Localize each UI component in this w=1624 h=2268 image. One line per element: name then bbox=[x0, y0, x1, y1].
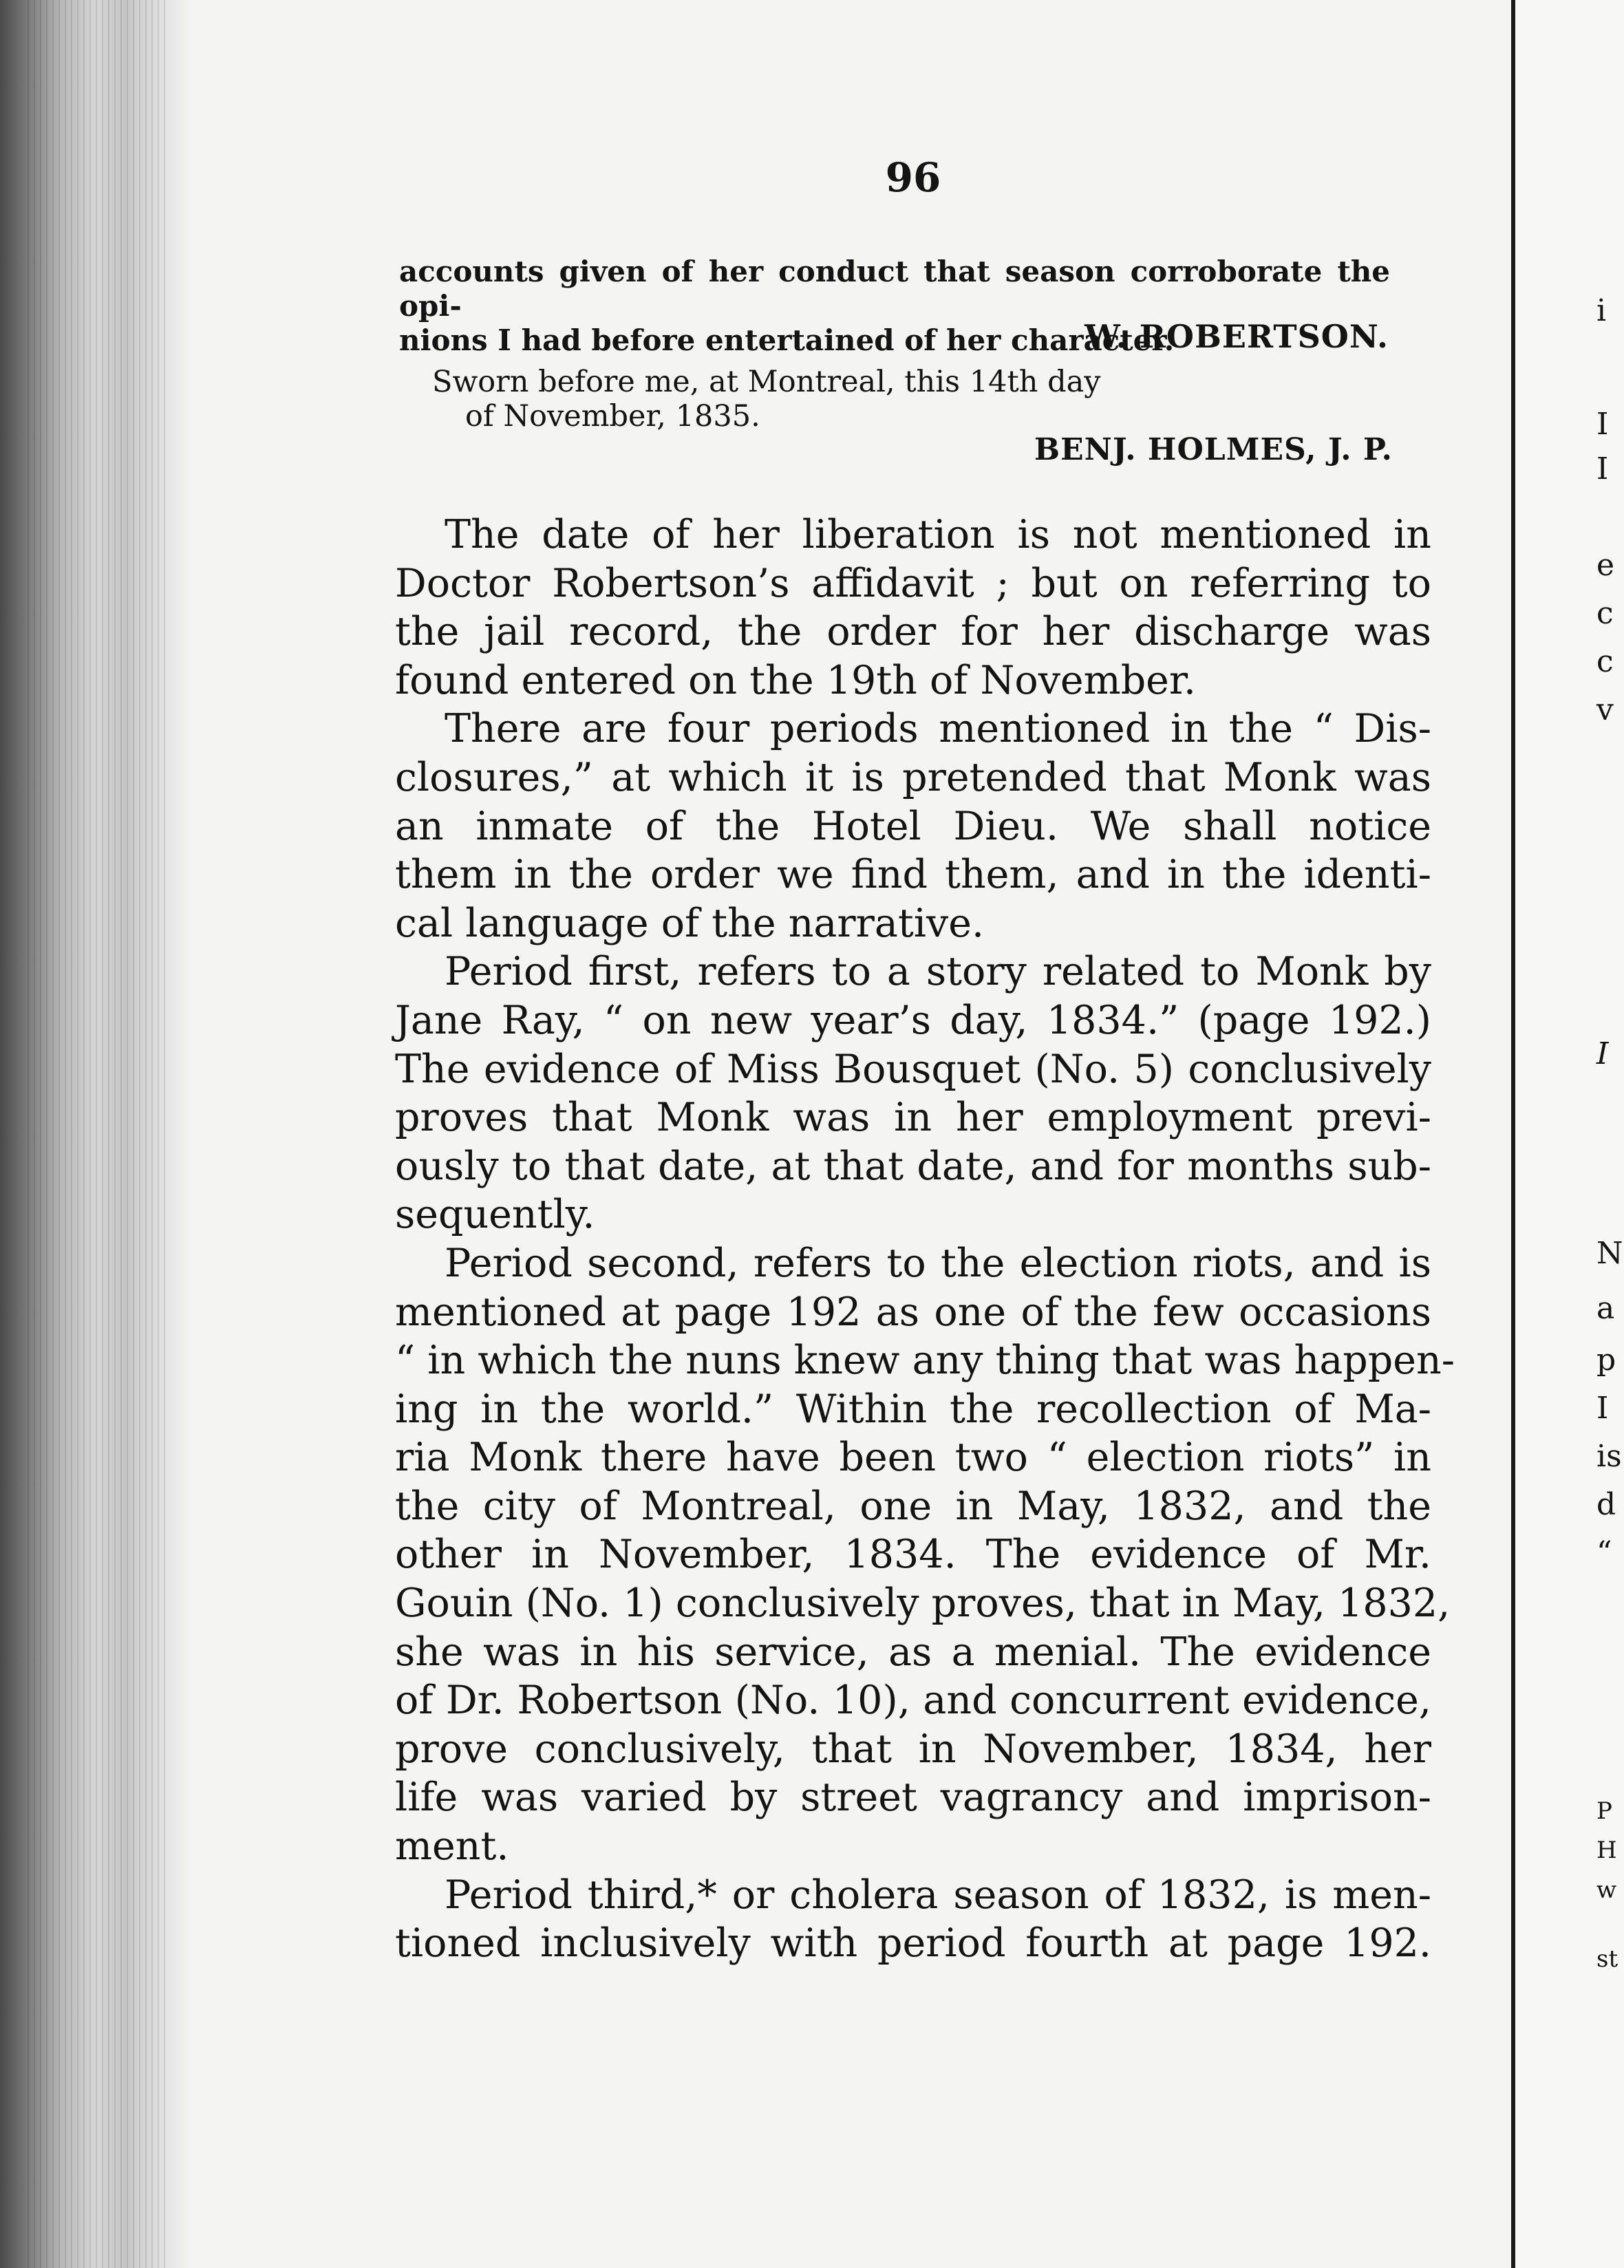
sworn-line: of November, 1835. bbox=[465, 399, 760, 434]
facing-fragment: w bbox=[1596, 1876, 1617, 1904]
facing-fragment: I bbox=[1596, 451, 1609, 486]
facing-fragment: “ bbox=[1596, 1535, 1612, 1570]
text-line: the jail record, the order for her discharge was bbox=[395, 609, 1431, 655]
deposition-line: nions I had before entertained of her character. bbox=[399, 323, 1175, 357]
facing-fragment: N bbox=[1596, 1236, 1623, 1271]
text-line: proves that Monk was in her employment previ- bbox=[395, 1095, 1431, 1141]
text-line: ria Monk there have been two “ election riots” in bbox=[395, 1435, 1431, 1481]
text-line: of Dr. Robertson (No. 10), and concurrent evidence, bbox=[395, 1678, 1431, 1724]
text-line: Period first, refers to a story related to Monk by bbox=[445, 949, 1431, 995]
facing-fragment: P bbox=[1596, 1797, 1612, 1825]
facing-fragment: i bbox=[1596, 293, 1607, 328]
text-line: The date of her liberation is not mentioned in bbox=[445, 512, 1431, 557]
facing-fragment: I bbox=[1596, 407, 1609, 442]
text-line: sequently. bbox=[395, 1192, 595, 1238]
facing-fragment: st bbox=[1596, 1945, 1618, 1973]
text-line: tioned inclusively with period fourth at page 192. bbox=[395, 1921, 1431, 1967]
text-line: Doctor Robertson’s affidavit ; but on referring to bbox=[395, 560, 1431, 606]
text-line: Jane Ray, “ on new year’s day, 1834.” (page 192.) bbox=[395, 997, 1431, 1043]
text-line: found entered on the 19th of November. bbox=[395, 657, 1197, 703]
signature-holmes: BENJ. HOLMES, J. P. bbox=[1034, 432, 1393, 467]
text-line: an inmate of the Hotel Dieu. We shall notice bbox=[395, 803, 1431, 849]
facing-fragment: v bbox=[1596, 692, 1614, 727]
facing-fragment: a bbox=[1596, 1291, 1615, 1326]
text-line: the city of Montreal, one in May, 1832, and the bbox=[395, 1483, 1431, 1529]
facing-fragment: I bbox=[1596, 1036, 1609, 1071]
page-edge-lines bbox=[28, 0, 165, 2268]
text-line: she was in his service, as a menial. The evidence bbox=[395, 1629, 1431, 1675]
text-line: closures,” at which it is pretended that Monk was bbox=[395, 754, 1431, 800]
sworn-line: Sworn before me, at Montreal, this 14th day bbox=[432, 365, 1101, 399]
text-line: ing in the world.” Within the recollection of Ma- bbox=[395, 1386, 1431, 1432]
facing-fragment: d bbox=[1596, 1487, 1616, 1522]
body-text bbox=[395, 511, 1455, 1968]
facing-fragment: e bbox=[1596, 548, 1615, 583]
text-line: cal language of the narrative. bbox=[395, 900, 985, 946]
text-line: prove conclusively, that in November, 1834, her bbox=[395, 1726, 1431, 1772]
facing-fragment: I bbox=[1596, 1391, 1609, 1426]
text-line: other in November, 1834. The evidence of Mr. bbox=[395, 1532, 1431, 1578]
text-line: The evidence of Miss Bousquet (No. 5) conclusively bbox=[395, 1046, 1431, 1092]
text-line: Period second, refers to the election riots, and is bbox=[445, 1240, 1431, 1286]
facing-fragment: c bbox=[1596, 644, 1614, 679]
text-line: them in the order we find them, and in the identi- bbox=[395, 852, 1431, 898]
text-line: life was varied by street vagrancy and imprison- bbox=[395, 1775, 1431, 1821]
facing-fragment: c bbox=[1596, 596, 1614, 631]
text-line: Period third,* or cholera season of 1832, is men- bbox=[445, 1872, 1431, 1918]
facing-fragment: H bbox=[1596, 1837, 1617, 1864]
facing-fragment: is bbox=[1596, 1439, 1622, 1474]
book-page bbox=[395, 0, 1455, 2268]
text-line: ment. bbox=[395, 1823, 509, 1870]
facing-fragment: p bbox=[1596, 1342, 1616, 1378]
sworn-statement bbox=[432, 365, 1101, 434]
text-line: Gouin (No. 1) conclusively proves, that in May, 1832, bbox=[395, 1581, 1451, 1627]
signature-robertson: W. ROBERTSON. bbox=[1085, 318, 1389, 355]
facing-page-fragments bbox=[1596, 0, 1624, 2268]
text-line: ously to that date, at that date, and for months sub- bbox=[395, 1143, 1431, 1189]
deposition-line: accounts given of her conduct that season corroborate the opi- bbox=[399, 255, 1390, 323]
text-line: “ in which the nuns knew any thing that was happen- bbox=[395, 1338, 1455, 1384]
text-line: There are four periods mentioned in the “ Dis- bbox=[445, 706, 1431, 752]
page-number: 96 bbox=[885, 154, 941, 201]
text-line: mentioned at page 192 as one of the few occasions bbox=[395, 1289, 1431, 1335]
